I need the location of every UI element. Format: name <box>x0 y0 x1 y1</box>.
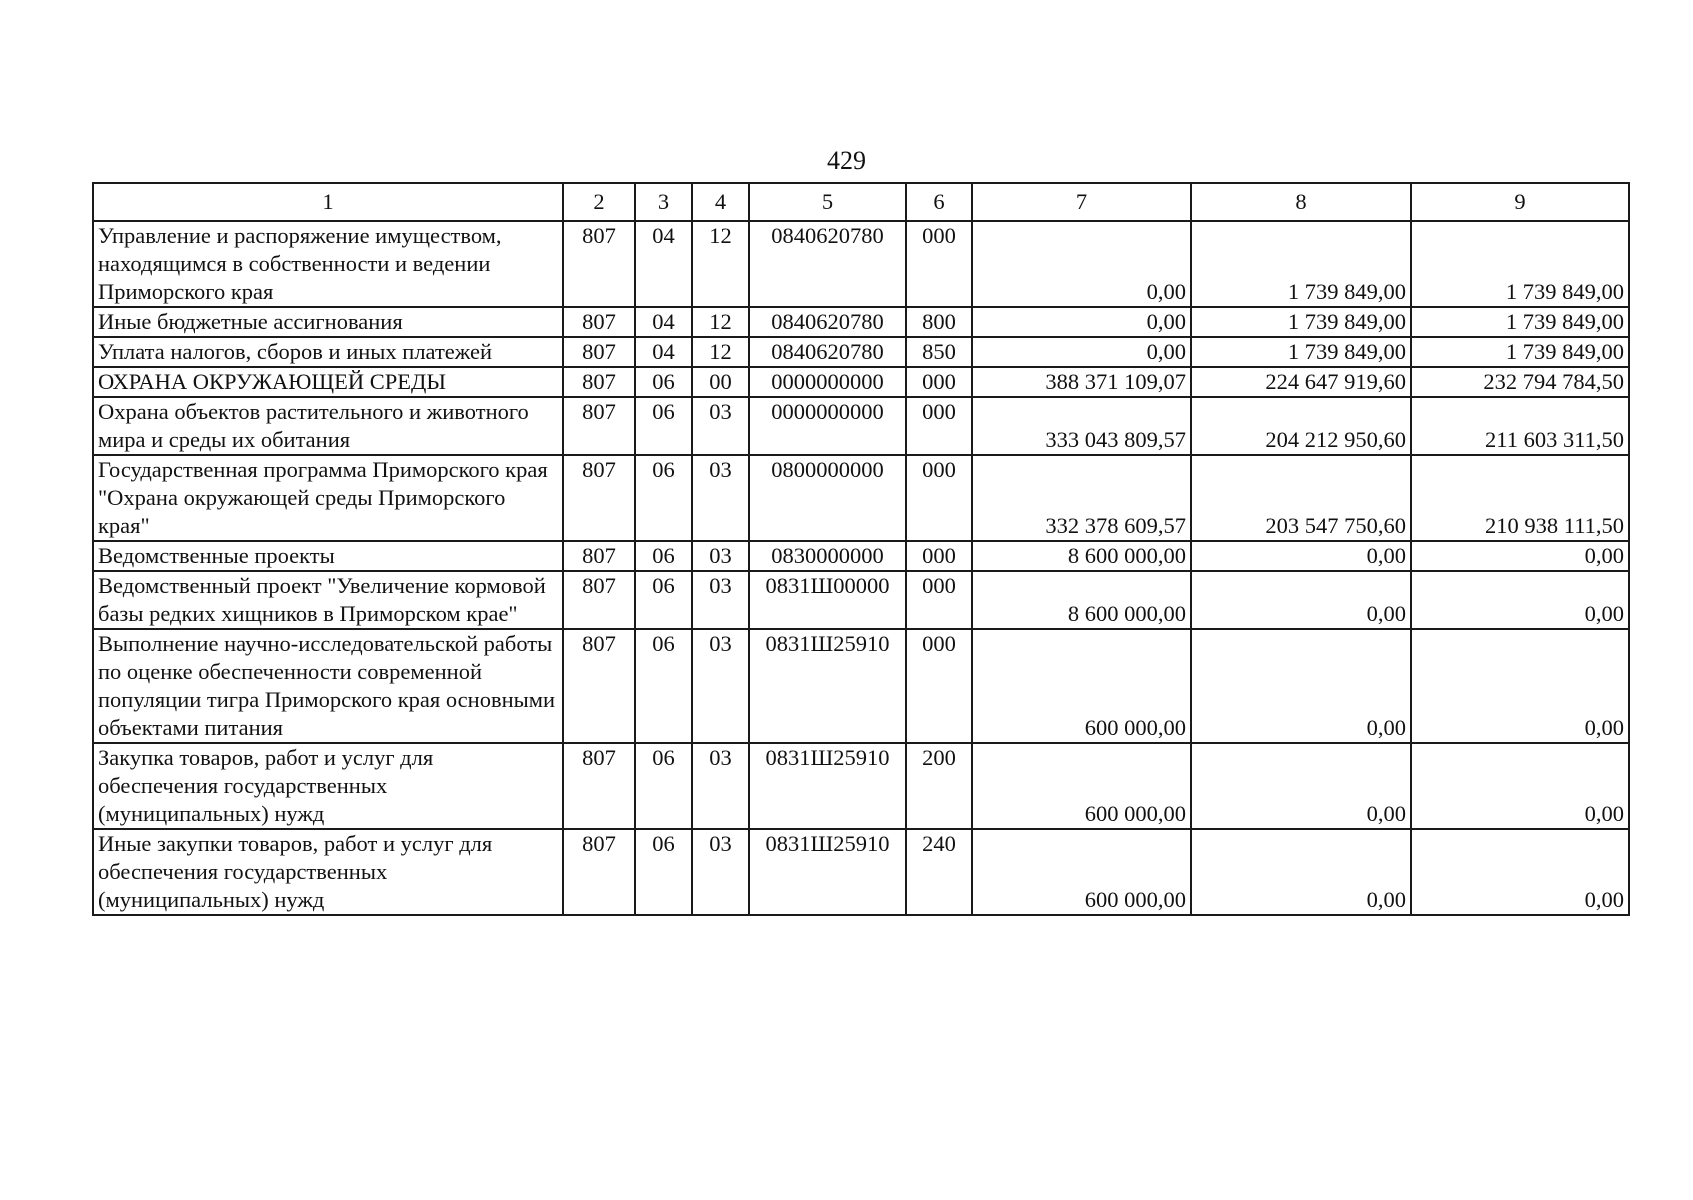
table-row <box>93 307 1629 337</box>
row-col-5: 0831Ш00000 <box>749 571 906 629</box>
column-header: 9 <box>1411 183 1629 221</box>
row-col-5: 0800000000 <box>749 455 906 541</box>
row-col-3: 06 <box>635 367 692 397</box>
row-col-9: 232 794 784,50 <box>1411 367 1629 397</box>
column-header: 3 <box>635 183 692 221</box>
row-col-6: 240 <box>906 829 972 915</box>
row-col-3: 06 <box>635 629 692 743</box>
table-row <box>93 743 1629 829</box>
row-col-2: 807 <box>563 367 635 397</box>
row-col-3: 06 <box>635 541 692 571</box>
row-col-4: 03 <box>692 397 749 455</box>
row-col-6: 850 <box>906 337 972 367</box>
column-header: 6 <box>906 183 972 221</box>
row-col-9: 1 739 849,00 <box>1411 221 1629 307</box>
column-header: 2 <box>563 183 635 221</box>
row-col-7: 332 378 609,57 <box>972 455 1191 541</box>
row-col-5: 0840620780 <box>749 307 906 337</box>
row-col-8: 203 547 750,60 <box>1191 455 1411 541</box>
row-col-4: 12 <box>692 307 749 337</box>
row-col-7: 8 600 000,00 <box>972 541 1191 571</box>
row-col-8: 1 739 849,00 <box>1191 337 1411 367</box>
row-col-8: 0,00 <box>1191 541 1411 571</box>
header-row <box>93 183 1629 221</box>
row-name: Ведомственный проект "Увеличение кормовой базы редких хищников в Приморском крае" <box>93 571 563 629</box>
row-col-7: 388 371 109,07 <box>972 367 1191 397</box>
row-name: Ведомственные проекты <box>93 541 563 571</box>
row-col-2: 807 <box>563 541 635 571</box>
row-col-9: 0,00 <box>1411 829 1629 915</box>
row-name: Выполнение научно-исследовательской работы по оценке обеспеченности современной популяции тигра Приморского края основными объектами питания <box>93 629 563 743</box>
row-name: ОХРАНА ОКРУЖАЮЩЕЙ СРЕДЫ <box>93 367 563 397</box>
row-col-3: 04 <box>635 221 692 307</box>
row-col-3: 06 <box>635 829 692 915</box>
row-col-9: 1 739 849,00 <box>1411 337 1629 367</box>
row-col-7: 0,00 <box>972 221 1191 307</box>
row-col-7: 0,00 <box>972 337 1191 367</box>
table-row <box>93 829 1629 915</box>
row-col-5: 0830000000 <box>749 541 906 571</box>
column-header: 7 <box>972 183 1191 221</box>
row-col-4: 03 <box>692 629 749 743</box>
row-name: Иные бюджетные ассигнования <box>93 307 563 337</box>
budget-table <box>92 182 1630 916</box>
row-col-8: 1 739 849,00 <box>1191 307 1411 337</box>
row-name: Государственная программа Приморского края "Охрана окружающей среды Приморского края" <box>93 455 563 541</box>
page-number: 429 <box>827 146 866 175</box>
row-col-9: 211 603 311,50 <box>1411 397 1629 455</box>
row-col-2: 807 <box>563 829 635 915</box>
column-header: 8 <box>1191 183 1411 221</box>
row-col-6: 800 <box>906 307 972 337</box>
row-col-5: 0000000000 <box>749 397 906 455</box>
row-col-7: 0,00 <box>972 307 1191 337</box>
row-col-2: 807 <box>563 337 635 367</box>
row-col-6: 000 <box>906 571 972 629</box>
row-col-2: 807 <box>563 307 635 337</box>
row-col-8: 0,00 <box>1191 629 1411 743</box>
row-col-8: 0,00 <box>1191 571 1411 629</box>
table-row <box>93 541 1629 571</box>
row-col-2: 807 <box>563 455 635 541</box>
row-col-6: 000 <box>906 221 972 307</box>
table-row <box>93 367 1629 397</box>
row-col-8: 0,00 <box>1191 743 1411 829</box>
row-col-9: 0,00 <box>1411 571 1629 629</box>
row-col-8: 0,00 <box>1191 829 1411 915</box>
table-row <box>93 337 1629 367</box>
row-col-2: 807 <box>563 571 635 629</box>
row-name: Охрана объектов растительного и животного мира и среды их обитания <box>93 397 563 455</box>
row-col-2: 807 <box>563 743 635 829</box>
row-col-5: 0840620780 <box>749 221 906 307</box>
row-col-9: 0,00 <box>1411 743 1629 829</box>
row-col-5: 0831Ш25910 <box>749 829 906 915</box>
row-col-3: 04 <box>635 307 692 337</box>
row-col-7: 8 600 000,00 <box>972 571 1191 629</box>
row-col-4: 00 <box>692 367 749 397</box>
row-col-4: 03 <box>692 571 749 629</box>
table-row <box>93 397 1629 455</box>
row-col-4: 03 <box>692 541 749 571</box>
row-col-4: 03 <box>692 743 749 829</box>
row-col-6: 000 <box>906 367 972 397</box>
row-col-3: 06 <box>635 743 692 829</box>
column-header: 1 <box>93 183 563 221</box>
row-col-4: 03 <box>692 829 749 915</box>
table-row <box>93 455 1629 541</box>
row-name: Управление и распоряжение имуществом, находящимся в собственности и ведении Приморского края <box>93 221 563 307</box>
row-col-4: 12 <box>692 221 749 307</box>
table-row <box>93 629 1629 743</box>
row-col-8: 204 212 950,60 <box>1191 397 1411 455</box>
row-col-6: 000 <box>906 629 972 743</box>
row-col-8: 1 739 849,00 <box>1191 221 1411 307</box>
row-col-5: 0831Ш25910 <box>749 743 906 829</box>
row-col-3: 06 <box>635 571 692 629</box>
row-col-7: 333 043 809,57 <box>972 397 1191 455</box>
row-col-9: 210 938 111,50 <box>1411 455 1629 541</box>
row-col-2: 807 <box>563 629 635 743</box>
column-header: 4 <box>692 183 749 221</box>
row-col-5: 0831Ш25910 <box>749 629 906 743</box>
row-col-9: 1 739 849,00 <box>1411 307 1629 337</box>
row-col-9: 0,00 <box>1411 629 1629 743</box>
row-col-6: 000 <box>906 455 972 541</box>
row-col-7: 600 000,00 <box>972 629 1191 743</box>
row-col-3: 06 <box>635 397 692 455</box>
row-col-4: 03 <box>692 455 749 541</box>
row-col-6: 000 <box>906 541 972 571</box>
row-col-6: 000 <box>906 397 972 455</box>
row-col-4: 12 <box>692 337 749 367</box>
column-header: 5 <box>749 183 906 221</box>
row-name: Иные закупки товаров, работ и услуг для обеспечения государственных (муниципальных) нужд <box>93 829 563 915</box>
row-col-3: 06 <box>635 455 692 541</box>
row-col-8: 224 647 919,60 <box>1191 367 1411 397</box>
row-name: Уплата налогов, сборов и иных платежей <box>93 337 563 367</box>
row-col-7: 600 000,00 <box>972 743 1191 829</box>
row-col-9: 0,00 <box>1411 541 1629 571</box>
row-name: Закупка товаров, работ и услуг для обеспечения государственных (муниципальных) нужд <box>93 743 563 829</box>
row-col-3: 04 <box>635 337 692 367</box>
row-col-5: 0840620780 <box>749 337 906 367</box>
row-col-2: 807 <box>563 221 635 307</box>
row-col-2: 807 <box>563 397 635 455</box>
row-col-7: 600 000,00 <box>972 829 1191 915</box>
table-row <box>93 571 1629 629</box>
table-row <box>93 221 1629 307</box>
row-col-6: 200 <box>906 743 972 829</box>
row-col-5: 0000000000 <box>749 367 906 397</box>
